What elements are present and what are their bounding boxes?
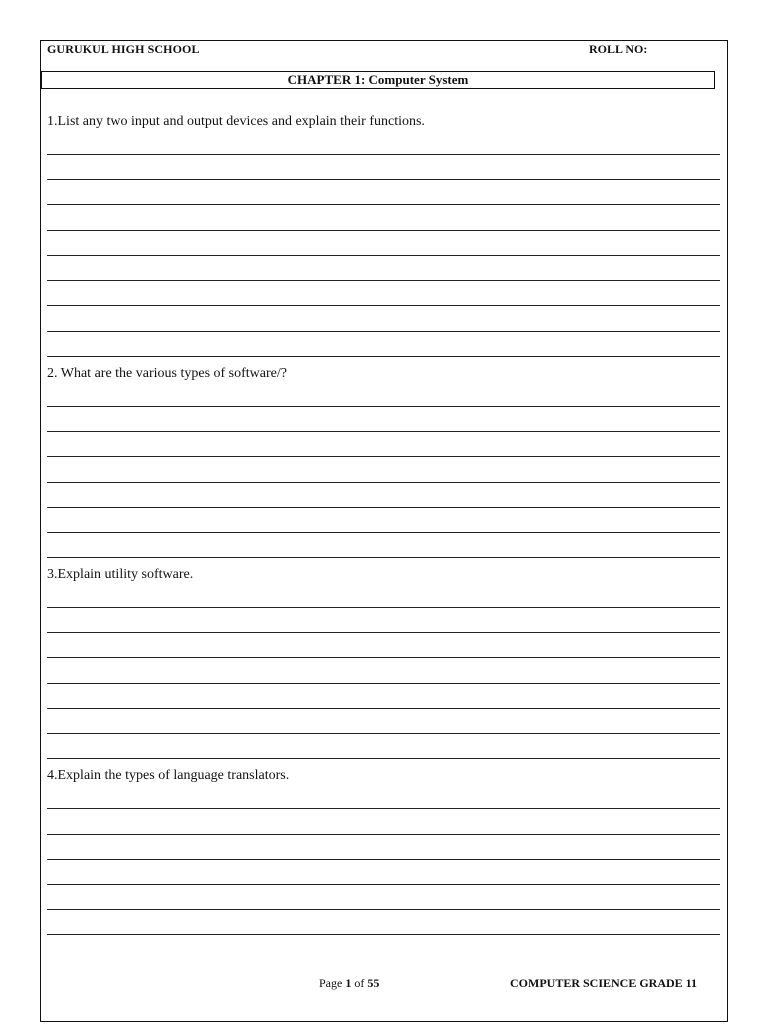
page-prefix: Page: [319, 976, 346, 990]
answer-line[interactable]: [47, 154, 720, 155]
answer-line[interactable]: [47, 204, 720, 205]
answer-line[interactable]: [47, 507, 720, 508]
question-1: 1.List any two input and output devices and explain their functions.: [47, 114, 425, 129]
answer-line[interactable]: [47, 657, 720, 658]
page-total: 55: [367, 976, 380, 990]
answer-line[interactable]: [47, 884, 720, 885]
answer-line[interactable]: [47, 280, 720, 281]
answer-line[interactable]: [47, 683, 720, 684]
answer-line[interactable]: [47, 557, 720, 558]
answer-line[interactable]: [47, 255, 720, 256]
answer-line[interactable]: [47, 331, 720, 332]
answer-line[interactable]: [47, 406, 720, 407]
answer-line[interactable]: [47, 356, 720, 357]
answer-line[interactable]: [47, 179, 720, 180]
answer-line[interactable]: [47, 607, 720, 608]
page-of: of: [351, 976, 368, 990]
answer-line[interactable]: [47, 733, 720, 734]
roll-number-label: ROLL NO:: [589, 42, 648, 56]
answer-line[interactable]: [47, 632, 720, 633]
answer-line[interactable]: [47, 482, 720, 483]
subject-grade: COMPUTER SCIENCE GRADE 11: [510, 976, 698, 990]
question-4: 4.Explain the types of language translators.: [47, 768, 290, 783]
chapter-title: CHAPTER 1: Computer System: [41, 71, 715, 89]
answer-line[interactable]: [47, 456, 720, 457]
answer-line[interactable]: [47, 859, 720, 860]
school-name: GURUKUL HIGH SCHOOL: [47, 42, 200, 56]
question-2: 2. What are the various types of software/?: [47, 366, 287, 381]
answer-line[interactable]: [47, 758, 720, 759]
answer-line[interactable]: [47, 934, 720, 935]
page-number: [319, 976, 379, 991]
page-current: 1: [345, 976, 352, 990]
answer-line[interactable]: [47, 834, 720, 835]
answer-line[interactable]: [47, 808, 720, 809]
answer-line[interactable]: [47, 305, 720, 306]
page-border: [40, 40, 728, 1022]
answer-line[interactable]: [47, 431, 720, 432]
answer-line[interactable]: [47, 230, 720, 231]
answer-line[interactable]: [47, 909, 720, 910]
answer-line[interactable]: [47, 532, 720, 533]
answer-line[interactable]: [47, 708, 720, 709]
question-3: 3.Explain utility software.: [47, 567, 194, 582]
